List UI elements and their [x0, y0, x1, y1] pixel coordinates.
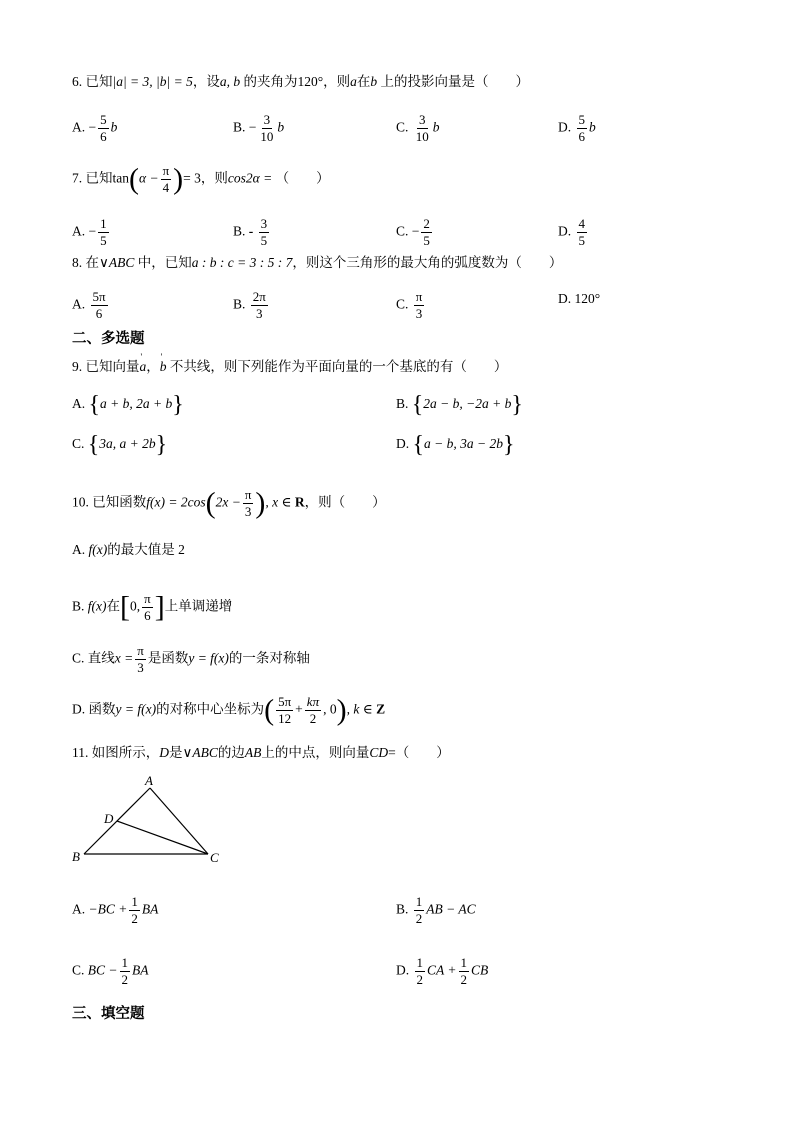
q9-text: 不共线，则下列能作为平面向量的一个基底的有（ ）: [169, 359, 508, 374]
option-vector: AB − AC: [426, 901, 476, 917]
section-heading-multiple-choice: 二、多选题: [72, 331, 145, 347]
denominator: 2: [131, 911, 138, 926]
denominator: 5: [260, 233, 268, 248]
q6-magnitudes: |a| = 3, |b| = 5: [112, 74, 193, 89]
denominator: 6: [100, 129, 107, 144]
option-sign: −: [88, 223, 97, 239]
fraction: [258, 112, 275, 145]
q9-option-c[interactable]: [72, 431, 168, 458]
vector-b: b: [277, 119, 285, 135]
denominator: 4: [162, 180, 170, 195]
vector-b: b: [589, 119, 596, 135]
q9-option-b[interactable]: [396, 391, 523, 418]
q10-function: f(x) = 2cos: [146, 494, 206, 510]
option-label: B.: [233, 223, 246, 239]
q10-inner: 2x −: [215, 494, 241, 510]
option-label: A.: [72, 119, 86, 135]
question-8: [72, 253, 562, 273]
option-function: y = f(x): [115, 701, 157, 717]
numerator: 2: [423, 216, 430, 231]
q11-option-d[interactable]: [396, 955, 488, 988]
numerator: 1: [100, 216, 107, 231]
numerator: 5: [100, 112, 107, 127]
denominator: 3: [137, 660, 144, 675]
q11-text: =（ ）: [388, 745, 450, 760]
q11-option-a[interactable]: [72, 894, 158, 927]
option-body: 3a, a + 2b: [99, 436, 156, 451]
q7-text: （ ）: [275, 170, 330, 186]
q11-option-b[interactable]: [396, 894, 476, 927]
option-label: B.: [72, 598, 85, 614]
label-d: D: [104, 811, 114, 826]
option-text: 函数: [88, 701, 116, 717]
option-label: C.: [72, 436, 85, 451]
q7-cos: cos2α =: [227, 170, 273, 186]
option-text: 120°: [574, 291, 601, 306]
q11-side: AB: [244, 745, 262, 760]
fraction: [577, 216, 588, 249]
vector-b: b: [110, 119, 118, 135]
denominator: 2: [121, 972, 129, 987]
option-vector: −BC +: [88, 901, 128, 917]
q9-comma: ，: [146, 359, 160, 374]
option-text: 的最大值是 2: [107, 542, 185, 557]
left-paren: (: [205, 486, 216, 520]
left-paren: (: [264, 693, 275, 727]
option-zero: , 0: [323, 701, 337, 717]
option-k: , k ∈: [346, 701, 373, 717]
option-label: B.: [233, 119, 246, 135]
option-text: 的对称中心坐标为: [156, 701, 265, 717]
q7-number: 7.: [72, 170, 83, 186]
option-label: B.: [396, 396, 409, 411]
q7-option-d[interactable]: [558, 216, 589, 249]
option-vector: BA: [141, 901, 159, 917]
question-11: [72, 743, 450, 763]
denominator: 2: [309, 711, 317, 726]
option-vector: CB: [471, 962, 489, 978]
denominator: 10: [260, 129, 274, 144]
plus-sign: +: [295, 701, 303, 717]
option-text: 的一条对称轴: [228, 650, 310, 666]
q10-text: ，则（ ）: [304, 494, 386, 510]
option-vector: BA: [132, 962, 149, 978]
denominator: 5: [423, 233, 430, 248]
option-function: f(x): [87, 598, 107, 614]
denominator: 2: [460, 972, 467, 987]
numerator: 2π: [252, 289, 266, 304]
q10-domain: , x ∈: [265, 494, 292, 510]
fraction: [161, 163, 172, 196]
q11-text: 如图所示，: [91, 745, 160, 760]
numerator: 1: [416, 955, 423, 970]
q7-option-c[interactable]: [396, 216, 434, 249]
option-body: 2a − b, −2a + b: [423, 396, 512, 411]
q10-text: 已知函数: [92, 494, 147, 510]
triangle-figure: [66, 772, 236, 868]
option-sign: −: [248, 119, 257, 135]
q6-text: 在: [356, 74, 371, 89]
option-label: B.: [396, 901, 409, 917]
fraction: [577, 112, 588, 145]
q11-point-d: D: [159, 745, 169, 760]
right-paren: ): [336, 693, 347, 727]
option-label: A.: [72, 542, 86, 557]
fraction: [243, 487, 254, 520]
q6-vectors: a, b: [219, 74, 241, 89]
fraction: [459, 955, 470, 988]
option-label: C.: [396, 119, 409, 135]
right-brace: }: [155, 431, 168, 458]
q10-option-a[interactable]: [72, 540, 185, 560]
option-label: C.: [72, 962, 85, 978]
q8-text: ，则这个三角形的最大角的弧度数为（ ）: [292, 255, 563, 270]
numerator: 3: [260, 216, 268, 231]
fraction: [251, 289, 268, 322]
option-text: 在: [106, 598, 120, 614]
question-6: [72, 72, 529, 92]
q8-text: 在: [85, 255, 99, 270]
numerator: 1: [460, 955, 467, 970]
numerator: 3: [419, 112, 426, 127]
option-body: a + b, 2a + b: [100, 396, 173, 411]
fraction: [276, 694, 293, 727]
q11-text: 是: [169, 745, 183, 760]
denominator: 12: [278, 711, 292, 726]
option-function: f(x): [88, 542, 108, 557]
q8-option-b[interactable]: [233, 289, 270, 322]
question-9: [72, 357, 507, 377]
q7-equals: = 3: [183, 170, 201, 186]
q7-text: ，则: [200, 170, 228, 186]
fraction: [259, 216, 270, 249]
denominator: 6: [95, 306, 103, 321]
denominator: 5: [578, 233, 585, 248]
fraction: [414, 289, 425, 322]
q10-option-c[interactable]: [72, 643, 310, 676]
q7-option-a[interactable]: [72, 216, 111, 249]
numerator: π: [162, 163, 170, 178]
numerator: kπ: [306, 694, 320, 709]
q6-option-d[interactable]: [558, 112, 596, 145]
right-brace: }: [503, 431, 515, 458]
q7-option-b[interactable]: [233, 216, 271, 249]
option-text: 上单调递增: [164, 598, 233, 614]
option-text: 直线: [87, 650, 115, 666]
q9-option-a[interactable]: [72, 391, 184, 418]
interval-start: 0,: [130, 598, 141, 614]
numerator: 1: [121, 955, 129, 970]
right-bracket: ]: [154, 590, 165, 624]
numerator: 1: [415, 894, 423, 909]
fraction: [142, 591, 153, 624]
q8-option-c[interactable]: [396, 289, 426, 322]
q6-vector-a: a: [350, 74, 357, 89]
fraction: [98, 112, 109, 145]
q9-vector-a: ' a: [140, 357, 147, 377]
label-c: C: [210, 850, 219, 865]
vector-b: b: [432, 119, 440, 135]
option-label: D.: [396, 436, 410, 451]
q9-text: 已知向量: [85, 359, 140, 374]
option-label: D.: [396, 962, 410, 978]
q11-text: 的边: [217, 745, 245, 760]
section-heading-fill-in: 三、填空题: [72, 1006, 145, 1022]
fraction: [91, 289, 108, 322]
option-sign: −: [411, 223, 420, 239]
q7-alpha: α −: [139, 170, 159, 186]
q11-option-c[interactable]: [72, 955, 149, 988]
denominator: 3: [244, 504, 252, 519]
numerator: 4: [578, 216, 585, 231]
denominator: 5: [100, 233, 107, 248]
q6-option-c[interactable]: [396, 112, 440, 145]
left-paren: (: [129, 162, 139, 196]
option-label: B.: [233, 296, 246, 312]
left-brace: {: [411, 391, 424, 418]
q8-option-d[interactable]: [558, 289, 600, 309]
option-label: D.: [558, 223, 572, 239]
denominator: 2: [415, 911, 423, 926]
q11-triangle: ∨ABC: [182, 745, 218, 760]
option-vector: BC −: [87, 962, 118, 978]
option-text: 是函数: [147, 650, 189, 666]
label-a: A: [145, 773, 153, 788]
right-paren: ): [255, 486, 266, 520]
q6-option-b[interactable]: [233, 112, 284, 145]
numerator: 1: [131, 894, 138, 909]
numerator: 5π: [278, 694, 292, 709]
numerator: π: [415, 289, 423, 304]
option-label: D.: [558, 291, 572, 306]
q8-option-a[interactable]: [72, 289, 110, 322]
right-brace: }: [172, 391, 184, 418]
option-label: C.: [396, 223, 409, 239]
numerator: 3: [263, 112, 271, 127]
q10-option-b[interactable]: [72, 591, 232, 624]
q6-text: 上的投影向量是（ ）: [380, 74, 529, 89]
q7-tan: tan: [112, 170, 129, 186]
segment-cd: [117, 821, 208, 854]
q8-number: 8.: [72, 255, 83, 270]
label-b: B: [72, 849, 80, 864]
integers: Z: [376, 701, 386, 717]
q6-text: ，设: [192, 74, 220, 89]
option-vector: CA +: [427, 962, 457, 978]
denominator: 6: [144, 608, 151, 623]
q8-text: 中，已知: [137, 255, 192, 270]
right-brace: }: [511, 391, 523, 418]
q8-ratio: a : b : c = 3 : 5 : 7: [191, 255, 293, 270]
q7-text: 已知: [85, 170, 113, 186]
fraction: [135, 643, 146, 676]
denominator: 6: [578, 129, 585, 144]
right-paren: ): [173, 162, 184, 196]
q6-text: 的夹角为120°，则: [243, 74, 351, 89]
option-label: A.: [72, 223, 86, 239]
fraction: [421, 216, 432, 249]
question-10: [72, 487, 386, 520]
q11-vector-cd: CD: [369, 745, 389, 760]
q10-reals: R: [294, 494, 305, 510]
numerator: π: [244, 487, 252, 502]
left-brace: {: [412, 431, 425, 458]
question-7: [72, 163, 330, 196]
q6-number: 6.: [72, 74, 83, 89]
denominator: 2: [416, 972, 423, 987]
option-label: C.: [396, 296, 409, 312]
left-brace: {: [87, 431, 100, 458]
fraction: [415, 955, 426, 988]
option-label: A.: [72, 396, 86, 411]
option-sign: -: [248, 223, 254, 239]
numerator: π: [137, 643, 144, 658]
q11-text: 上的中点，则向量: [261, 745, 370, 760]
q8-triangle: ∨ABC: [99, 255, 135, 270]
q9-number: 9.: [72, 359, 83, 374]
numerator: π: [144, 591, 151, 606]
numerator: 5π: [92, 289, 106, 304]
fraction: [98, 216, 109, 249]
denominator: 3: [256, 306, 263, 321]
fraction: [129, 894, 140, 927]
option-label: D.: [558, 119, 572, 135]
option-x: x =: [114, 650, 134, 666]
left-brace: {: [88, 391, 101, 418]
q9-vector-b: ' b: [160, 357, 167, 377]
q10-number: 10.: [72, 494, 89, 510]
fraction: [305, 694, 321, 727]
denominator: 10: [415, 129, 429, 144]
numerator: 5: [578, 112, 585, 127]
q6-option-a[interactable]: [72, 112, 117, 145]
fraction: [414, 112, 431, 145]
option-label: A.: [72, 296, 86, 312]
option-label: D.: [72, 701, 86, 717]
fraction: [120, 955, 131, 988]
q11-number: 11.: [72, 745, 89, 760]
option-function: y = f(x): [188, 650, 229, 666]
option-body: a − b, 3a − 2b: [424, 436, 504, 451]
fraction: [414, 894, 425, 927]
q9-option-d[interactable]: [396, 431, 515, 458]
left-bracket: [: [120, 590, 130, 624]
option-label: C.: [72, 650, 85, 666]
q6-vector-b: b: [370, 74, 378, 89]
option-sign: −: [88, 119, 97, 135]
q10-option-d[interactable]: [72, 694, 385, 727]
q6-text: 已知: [85, 74, 113, 89]
denominator: 3: [415, 306, 423, 321]
option-label: A.: [72, 901, 86, 917]
